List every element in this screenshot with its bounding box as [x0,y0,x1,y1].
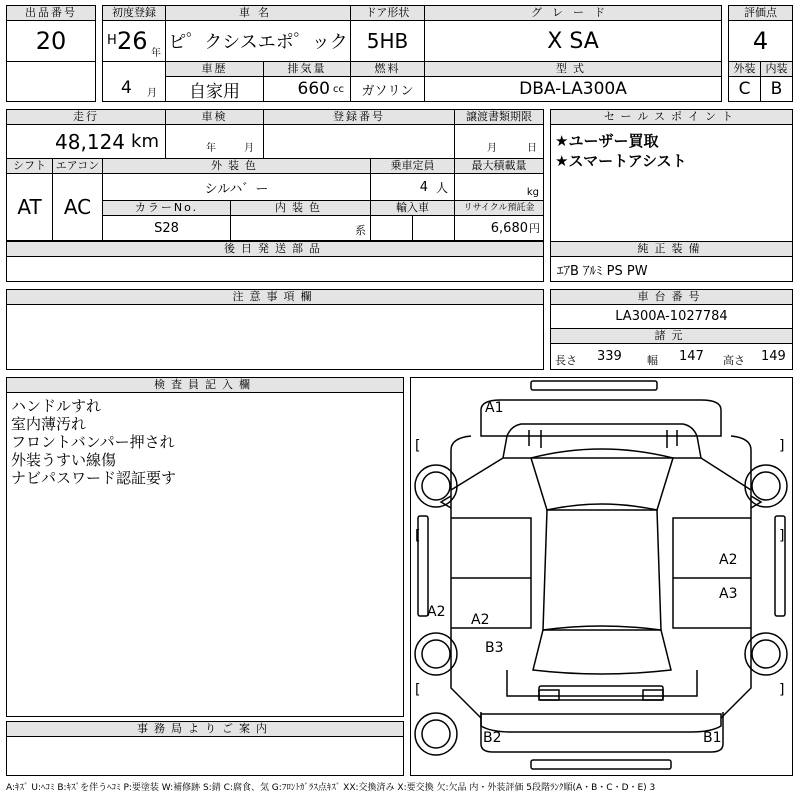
mileage-unit: km [131,131,159,152]
rear-bumper-top [481,714,721,732]
damage-diagram [410,377,793,776]
inspector-note: 室内薄汚れ [11,415,87,433]
mileage: 48,124 [55,129,126,154]
chassis-header: 車台番号 [550,289,793,305]
reg-no [263,124,455,159]
cautions-header: 注意事項欄 [6,289,544,305]
interior-color-cell [230,215,371,241]
color-no: S28 [102,215,231,241]
grade: X SA [424,20,722,62]
exterior-color: シルハ゛ー [102,173,371,201]
fuel-header: 燃料 [350,61,425,77]
damage-label: A3 [719,586,738,602]
inspector-notes [6,392,404,717]
transfer-header: 譲渡書類期限 [454,109,544,125]
front-bumper [481,400,721,436]
length: 339 [597,349,622,364]
front-bumper-shape [531,381,657,390]
sales-points [550,124,793,242]
capacity-header: 乗車定員 [370,158,455,174]
bracket: ] [779,528,785,544]
bracket: ] [779,682,785,698]
ext-grade: C [728,76,761,102]
lot-number-blank [6,61,96,102]
reg-no-header: 登録番号 [263,109,455,125]
later-parts-header: 後日発送部品 [6,241,544,257]
transfer-month-unit: 月 [487,143,497,154]
damage-label: A2 [719,552,738,568]
office-header: 事務局よりご案内 [6,721,404,737]
length-label: 長さ [555,354,577,367]
shift: AT [6,173,53,241]
capacity-cell [370,173,455,201]
inspector-note: フロントバンパー押され [11,433,175,451]
equipment-header: 純正装備 [550,241,793,257]
first-reg-year-cell [102,20,166,62]
transfer-day-unit: 日 [527,143,537,154]
body-side [451,450,751,718]
legend-footer: A:ｷｽﾞ U:ﾍｺﾐ B:ｷｽﾞを伴うﾍｺﾐ P:要塗装 W:補修跡 S:錆 C:腐食、気 G:ﾌﾛﾝﾄｶﾞﾗｽ点ｷｽﾞ XX:交換済み X:要交換 欠:欠品 内・外装評価 5段階ﾗﾝｸ順(A・B・C・D・E) 3 [6,783,656,793]
recycle-unit: 円 [529,222,540,235]
chassis-number: LA300A-1027784 [550,304,793,329]
import-cell-b [412,215,455,241]
width-label: 幅 [647,354,658,367]
office-notice [6,736,404,776]
damage-label: B1 [703,730,722,746]
mileage-cell [6,124,166,159]
lot-number: 20 [6,20,96,62]
score-header: 評価点 [728,5,793,21]
model-header: 型式 [424,61,722,77]
left-doors [451,518,531,628]
first-reg-month-cell [102,61,166,102]
hood [503,424,701,458]
inspector-note: ナビパスワード認証要す [11,469,177,487]
reg-month: 4 [121,78,132,98]
sales-points-header: セールスポイント [550,109,793,125]
history-header: 車歴 [165,61,264,77]
recycle-header: リサイクル預託金 [454,200,544,216]
year-unit: 年 [151,48,161,59]
height: 149 [761,349,786,364]
body-corners [451,436,751,450]
reg-year: 26 [117,27,148,55]
mileage-header: 走行 [6,109,166,125]
lot-number-header: 出品番号 [6,5,96,21]
sales-point-item: ★スマートアシスト [555,152,687,170]
a-pillars [451,458,751,490]
damage-label: B3 [485,640,504,656]
displacement: 660 [297,79,330,99]
inspection-header: 車検 [165,109,264,125]
rear-plate [539,686,663,700]
bracket: [ [415,682,421,698]
rear-bumper-strip [531,760,671,769]
max-load-cell [454,173,544,201]
grade-header: グレード [424,5,722,21]
recycle: 6,680 [490,220,528,236]
damage-label: A1 [485,400,504,416]
int-grade: B [760,76,793,102]
specs [550,343,793,370]
inspector-note: ハンドルすれ [11,397,102,415]
exterior-color-header: 外装色 [102,158,371,174]
door-header: ドア形状 [350,5,425,21]
specs-header: 諸元 [550,328,793,344]
door-type: 5HB [350,20,425,62]
damage-label: A2 [427,604,446,620]
cautions [6,304,544,370]
ext-grade-header: 外装 [728,61,761,77]
inspection-cell [165,124,264,159]
max-load-header: 最大積載量 [454,158,544,174]
interior-color-header: 内装色 [230,200,371,216]
sales-point-item: ★ユーザー買取 [555,132,659,150]
inspector-header: 検査員記入欄 [6,377,404,393]
history: 自家用 [165,76,264,102]
later-parts [6,256,544,282]
capacity-unit: 人 [435,180,448,195]
color-no-header: カラーNo. [102,200,231,216]
hood-lights [529,430,677,448]
int-grade-header: 内装 [760,61,793,77]
recycle-cell [454,215,544,241]
damage-label: B2 [483,730,502,746]
inspection-month-unit: 月 [244,143,254,154]
inspection-year-unit: 年 [206,143,216,154]
capacity: 4 [419,179,428,195]
car-outline [411,378,792,775]
shift-header: シフト [6,158,53,174]
roof [543,510,661,630]
displacement-header: 排気量 [263,61,351,77]
displacement-unit: cc [333,83,344,95]
car-name-header: 車名 [165,5,351,21]
equipment: ｴｱB ｱﾙﾐ PS PW [550,256,793,282]
month-unit: 月 [147,88,157,99]
right-doors [673,518,751,628]
era: H [107,33,117,48]
bracket: [ [415,528,421,544]
ac: AC [52,173,103,241]
fuel: ガソリン [350,76,425,102]
first-reg-header: 初度登録 [102,5,166,21]
displacement-cell [263,76,351,102]
interior-color-unit: 系 [355,224,366,237]
damage-label: A2 [471,612,490,628]
inspector-note: 外装うすい線傷 [11,451,117,469]
import-header: 輸入車 [370,200,455,216]
max-load-unit: kg [526,187,539,198]
height-label: 高さ [723,354,745,367]
bracket: ] [779,438,785,454]
model: DBA-LA300A [424,76,722,102]
ac-header: エアコン [52,158,103,174]
transfer-cell [454,124,544,159]
bracket: [ [415,438,421,454]
score: 4 [728,20,793,62]
car-name: ピ゜クシスエポ゜ック [165,20,351,62]
rear-window [533,626,671,674]
width: 147 [679,349,704,364]
import-cell-a [370,215,413,241]
